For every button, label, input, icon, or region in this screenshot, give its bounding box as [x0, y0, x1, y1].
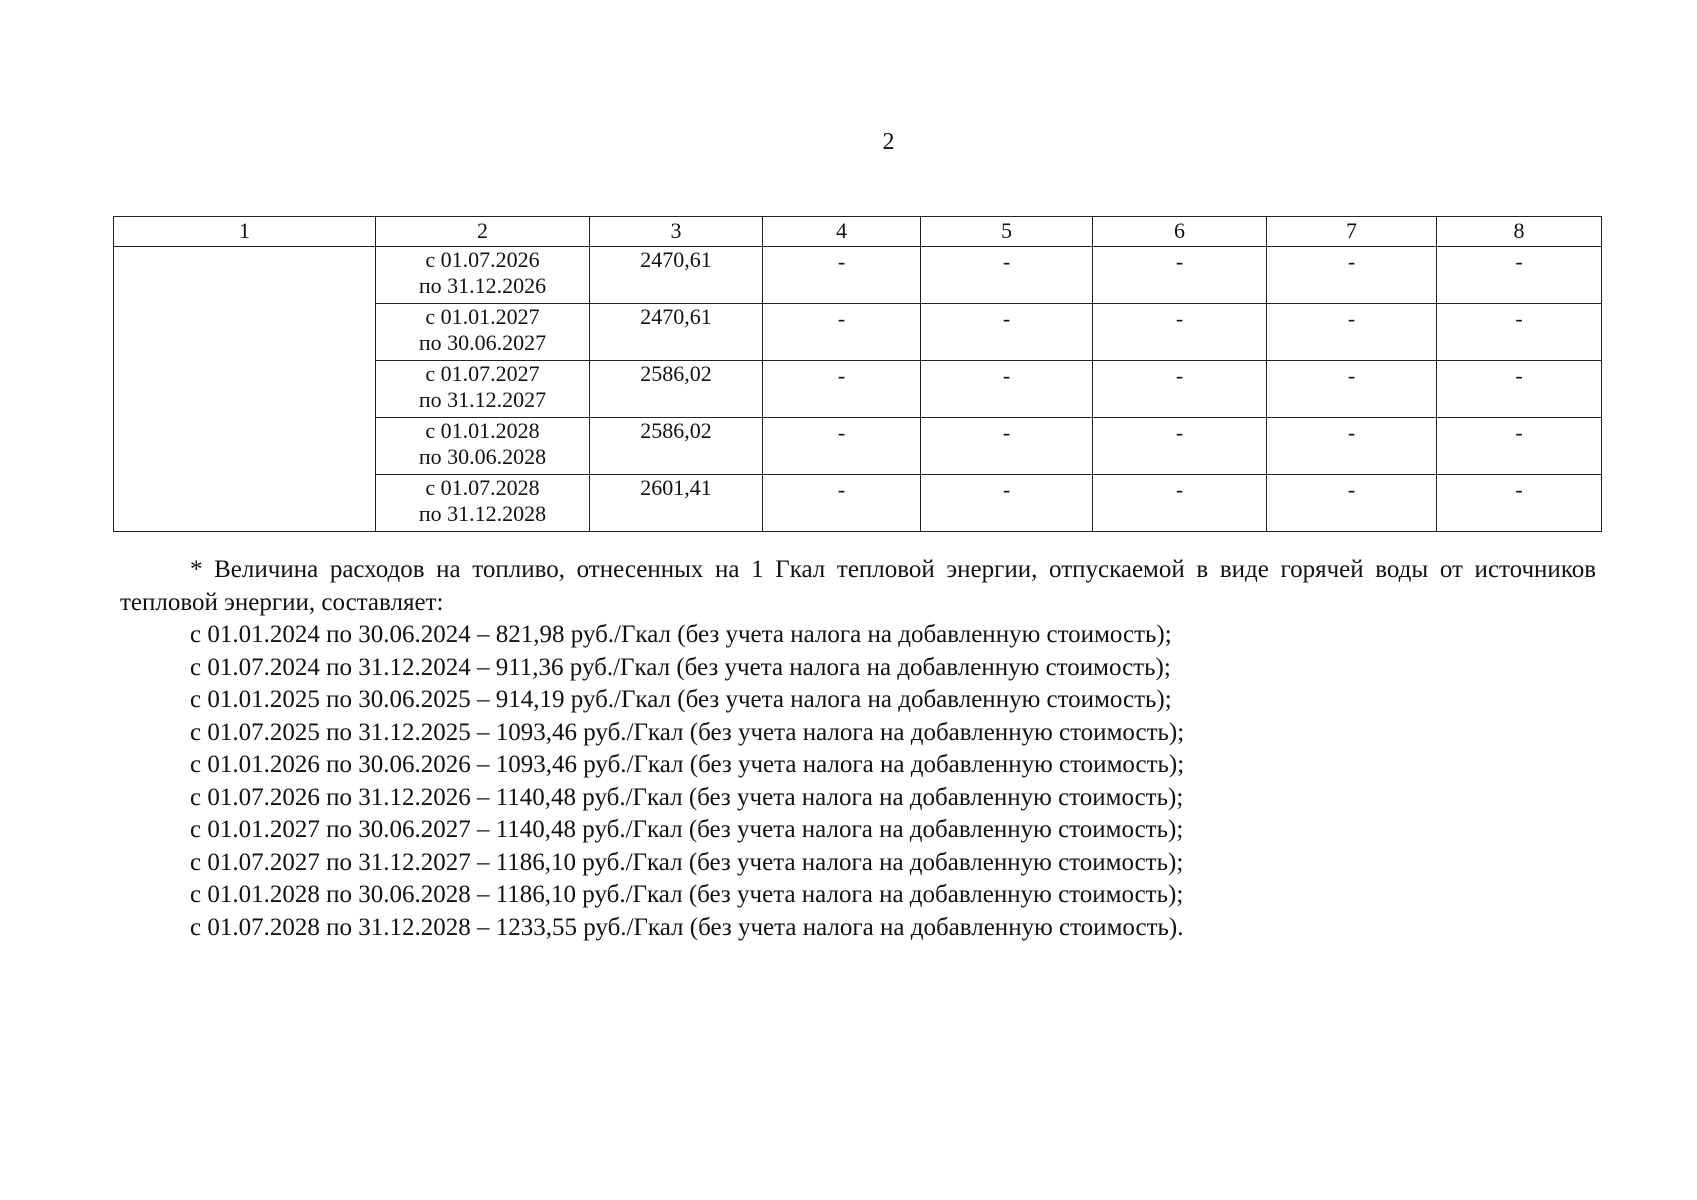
dash-cell: - — [1093, 304, 1267, 361]
dash-cell: - — [763, 247, 921, 304]
dash-cell: - — [1437, 361, 1602, 418]
dash-cell: - — [1437, 418, 1602, 475]
column-header: 6 — [1093, 217, 1267, 247]
column-header: 7 — [1267, 217, 1437, 247]
table-header-row — [114, 217, 1602, 247]
dash-cell: - — [921, 247, 1093, 304]
value-cell: 2586,02 — [590, 361, 763, 418]
period-from: с 01.01.2027 — [425, 304, 540, 329]
value-cell: 2470,61 — [590, 247, 763, 304]
note-line: с 01.07.2027 по 31.12.2027 – 1186,10 руб./Гкал (без учета налога на добавленную стоимость); — [190, 848, 1184, 876]
value-cell: 2601,41 — [590, 475, 763, 532]
dash-cell: - — [921, 475, 1093, 532]
dash-cell: - — [763, 418, 921, 475]
note-line: с 01.01.2026 по 30.06.2026 – 1093,46 руб./Гкал (без учета налога на добавленную стоимость); — [190, 751, 1185, 778]
column-header: 1 — [114, 217, 376, 247]
dash-cell: - — [1093, 418, 1267, 475]
dash-cell: - — [1093, 361, 1267, 418]
note-lines — [120, 619, 1596, 944]
fuel-cost-note — [120, 554, 1596, 944]
dash-cell: - — [1267, 247, 1437, 304]
dash-cell: - — [1267, 304, 1437, 361]
column-header: 5 — [921, 217, 1093, 247]
note-line: с 01.01.2028 по 30.06.2028 – 1186,10 руб./Гкал (без учета налога на добавленную стоимость); — [190, 881, 1184, 908]
note-line: с 01.01.2025 по 30.06.2025 – 914,19 руб./Гкал (без учета налога на добавленную стоимость); — [190, 686, 1172, 713]
period-from: с 01.07.2026 — [425, 247, 540, 272]
dash-cell: - — [763, 475, 921, 532]
dash-cell: - — [1267, 418, 1437, 475]
note-line: с 01.07.2024 по 31.12.2024 – 911,36 руб./Гкал (без учета налога на добавленную стоимость); — [190, 653, 1171, 681]
dash-cell: - — [1267, 475, 1437, 532]
dash-cell: - — [1093, 247, 1267, 304]
period-from: с 01.07.2027 — [425, 361, 540, 386]
period-to: по 30.06.2028 — [418, 444, 547, 469]
dash-cell: - — [763, 361, 921, 418]
dash-cell: - — [1437, 304, 1602, 361]
dash-cell: - — [1267, 361, 1437, 418]
column-header: 8 — [1437, 217, 1602, 247]
period-cell — [376, 418, 590, 475]
note-line: с 01.07.2026 по 31.12.2026 – 1140,48 руб./Гкал (без учета налога на добавленную стоимость); — [190, 783, 1184, 811]
note-line: с 01.01.2027 по 30.06.2027 – 1140,48 руб./Гкал (без учета налога на добавленную стоимость); — [190, 816, 1184, 843]
note-line: с 01.07.2025 по 31.12.2025 – 1093,46 руб./Гкал (без учета налога на добавленную стоимость); — [190, 718, 1185, 746]
period-to: по 30.06.2027 — [418, 330, 547, 355]
dash-cell: - — [921, 418, 1093, 475]
dash-cell: - — [921, 361, 1093, 418]
column-header: 2 — [376, 217, 590, 247]
note-line: с 01.01.2024 по 30.06.2024 – 821,98 руб./Гкал (без учета налога на добавленную стоимость); — [190, 621, 1172, 648]
dash-cell: - — [921, 304, 1093, 361]
value-cell: 2586,02 — [590, 418, 763, 475]
period-from: с 01.07.2028 — [425, 475, 540, 500]
period-from: с 01.01.2028 — [425, 418, 540, 443]
note-intro: * Величина расходов на топливо, отнесенных на 1 Гкал тепловой энергии, отпускаемой в виде горячей воды от источников тепловой энергии, составляет: — [120, 556, 1596, 616]
tariff-table — [113, 216, 1602, 532]
value-cell: 2470,61 — [590, 304, 763, 361]
merged-first-column-cell — [114, 247, 376, 532]
column-header: 3 — [590, 217, 763, 247]
table-row — [114, 247, 1602, 304]
period-cell — [376, 247, 590, 304]
period-to: по 31.12.2026 — [418, 273, 547, 298]
dash-cell: - — [1437, 475, 1602, 532]
dash-cell: - — [1437, 247, 1602, 304]
page-number: 2 — [882, 129, 895, 155]
dash-cell: - — [1093, 475, 1267, 532]
note-line: с 01.07.2028 по 31.12.2028 – 1233,55 руб./Гкал (без учета налога на добавленную стоимость). — [190, 913, 1184, 941]
dash-cell: - — [763, 304, 921, 361]
period-to: по 31.12.2028 — [418, 501, 547, 526]
period-cell — [376, 475, 590, 532]
period-cell — [376, 304, 590, 361]
period-to: по 31.12.2027 — [418, 387, 547, 412]
column-header: 4 — [763, 217, 921, 247]
period-cell — [376, 361, 590, 418]
